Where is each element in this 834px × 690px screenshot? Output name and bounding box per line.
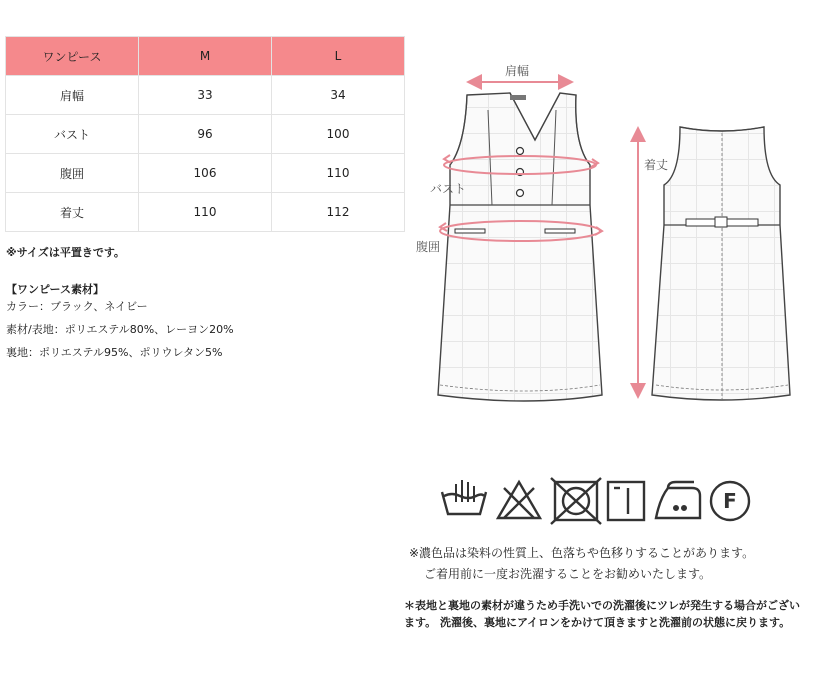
no-tumble-dry-icon: [551, 478, 601, 524]
back-view: [652, 127, 790, 400]
shoulder-measure: [470, 63, 570, 82]
shoulder-label: 肩幅: [505, 64, 530, 78]
table-row: [6, 193, 405, 232]
cell-m: 33: [139, 76, 272, 115]
line-dry-icon: [608, 482, 644, 520]
cell-m: 110: [139, 193, 272, 232]
garment-diagram: [410, 55, 830, 415]
row-label: 着丈: [6, 193, 139, 232]
size-table: [5, 36, 405, 232]
cell-m: 106: [139, 154, 272, 193]
materials-lining: 裏地：ポリエステル95%、ポリウレタン5%: [6, 346, 223, 359]
length-label: 着丈: [644, 158, 669, 172]
lining-warning: ＊表地と裏地の素材が違うため手洗いでの洗濯後にツレが発生する場合がございます。 洗濯後、裏地にアイロンをかけて頂きますと洗濯前の状態に戻ります。: [404, 599, 800, 629]
cell-l: 100: [272, 115, 405, 154]
header-size-m: M: [139, 37, 272, 76]
table-row: [6, 154, 405, 193]
no-bleach-icon: [498, 482, 540, 518]
cell-l: 112: [272, 193, 405, 232]
size-table-header: [6, 37, 405, 76]
size-note: ※サイズは平置きです。: [6, 246, 125, 259]
hand-wash-icon: [442, 480, 486, 514]
cell-l: 34: [272, 76, 405, 115]
materials-title: 【ワンピース素材】: [6, 283, 105, 296]
header-item: ワンピース: [6, 37, 139, 76]
table-row: [6, 115, 405, 154]
bust-label: バスト: [430, 182, 467, 196]
header-size-l: L: [272, 37, 405, 76]
waist-label: 腹囲: [416, 240, 441, 254]
materials-color: カラー：ブラック、ネイビー: [6, 300, 148, 313]
color-warning: ※濃色品は染料の性質上、色落ちや色移りすることがあります。: [409, 546, 755, 560]
cell-m: 96: [139, 115, 272, 154]
front-view: [438, 93, 602, 401]
dry-clean-f-icon: [711, 482, 749, 520]
table-row: [6, 76, 405, 115]
svg-text:F: F: [723, 489, 737, 513]
care-icons: [436, 474, 756, 530]
materials-outer: 素材/表地：ポリエステル80%、レーヨン20%: [6, 323, 234, 336]
row-label: 腹囲: [6, 154, 139, 193]
row-label: バスト: [6, 115, 139, 154]
row-label: 肩幅: [6, 76, 139, 115]
cell-l: 110: [272, 154, 405, 193]
iron-low-icon: [656, 482, 700, 518]
wash-advice: ご着用前に一度お洗濯することをお勧めいたします。: [424, 567, 712, 581]
